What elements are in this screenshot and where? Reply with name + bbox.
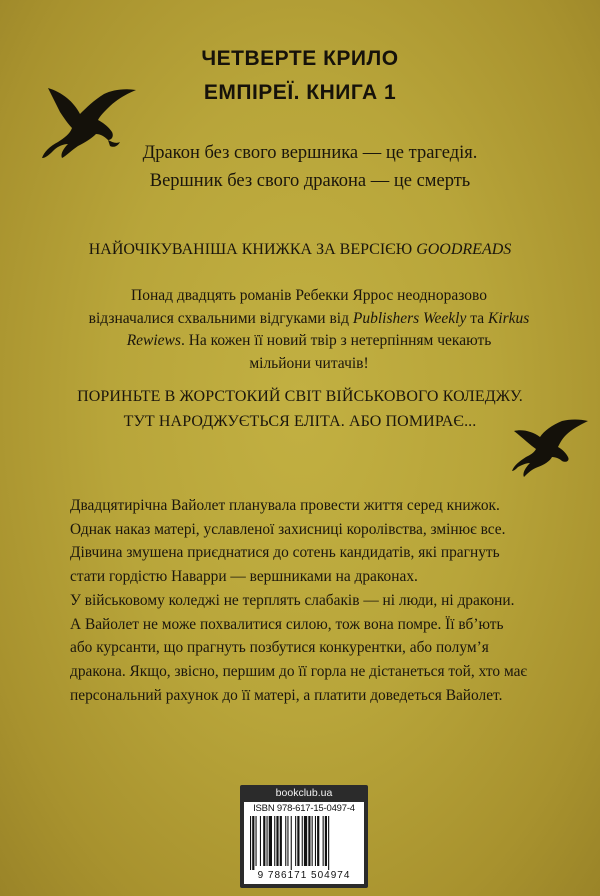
synopsis [70,494,570,707]
synopsis-line: Дівчина змушена приєднатися до сотень кандидатів, які прагнуть [70,544,500,562]
synopsis-line: У військовому коледжі не терплять слабаків — ні люди, ні дракони. [70,591,515,609]
tagline-line-2: Вершник без свого дракона — це смерть [149,171,471,191]
synopsis-line: Однак наказ матері, уславленої захисниці королівства, змінює все. [70,520,506,538]
synopsis-line: стати гордістю Наварри — вершниками на драконах. [70,568,418,586]
praise-line-4: мільйони читачів! [249,354,369,372]
tagline [100,139,520,195]
barcode-digits: 9 786171 504974 [257,870,351,881]
barcode-bars [250,816,358,870]
book-title-line-2: ЕМПІРЕЇ. КНИГА 1 [203,81,397,104]
isbn-label: ISBN 978-617-15-0497-4 [253,803,355,814]
praise-line-3: Rewiews. На кожен її новий твір з нетерпінням чекають [126,332,492,349]
publication-publishers-weekly: Publishers Weekly [352,309,467,327]
barcode-panel [244,802,364,884]
author-praise [74,285,544,375]
publisher-site: bookclub.ua [275,787,333,799]
tagline-line-1: Дракон без свого вершника — це трагедія. [142,143,478,163]
goodreads-headline [0,238,600,262]
barcode-block [240,785,368,888]
publication-kirkus: Kirkus [487,309,530,327]
dragon-right-icon [510,417,590,481]
publication-kirkus-rewiews: Rewiews [126,332,181,349]
headline-text: НАЙОЧІКУВАНІША КНИЖКА ЗА ВЕРСІЄЮ [88,241,413,258]
promo-caps [40,384,560,434]
synopsis-line: Двадцятирічна Вайолет планувала провести життя серед книжок. [70,497,500,514]
headline-source: GOODREADS [416,241,512,258]
promo-caps-line-2: ТУТ НАРОДЖУЄТЬСЯ ЕЛІТА. АБО ПОМИРАЄ... [123,413,477,430]
book-title-line-1: ЧЕТВЕРТЕ КРИЛО [201,47,399,70]
synopsis-line: або курсанти, що прагнуть позбутися конкурентки, або полум’я [70,639,489,657]
synopsis-line: А Вайолет не може похвалитися силою, тож вона помре. Її вб’ють [70,615,504,633]
praise-line-2: відзначалися схвальними відгуками від Publishers Weekly та Kirkus [88,309,530,327]
synopsis-line: дракона. Якщо, звісно, першим до її горла не дістанеться той, хто має [70,662,528,680]
praise-line-1: Понад двадцять романів Ребекки Яррос неодноразово [131,287,487,304]
promo-caps-line-1: ПОРИНЬТЕ В ЖОРСТОКИЙ СВІТ ВІЙСЬКОВОГО КОЛЕДЖУ. [77,388,523,405]
synopsis-line: персональний рахунок до її матері, а платити доведеться Вайолет. [70,686,503,704]
